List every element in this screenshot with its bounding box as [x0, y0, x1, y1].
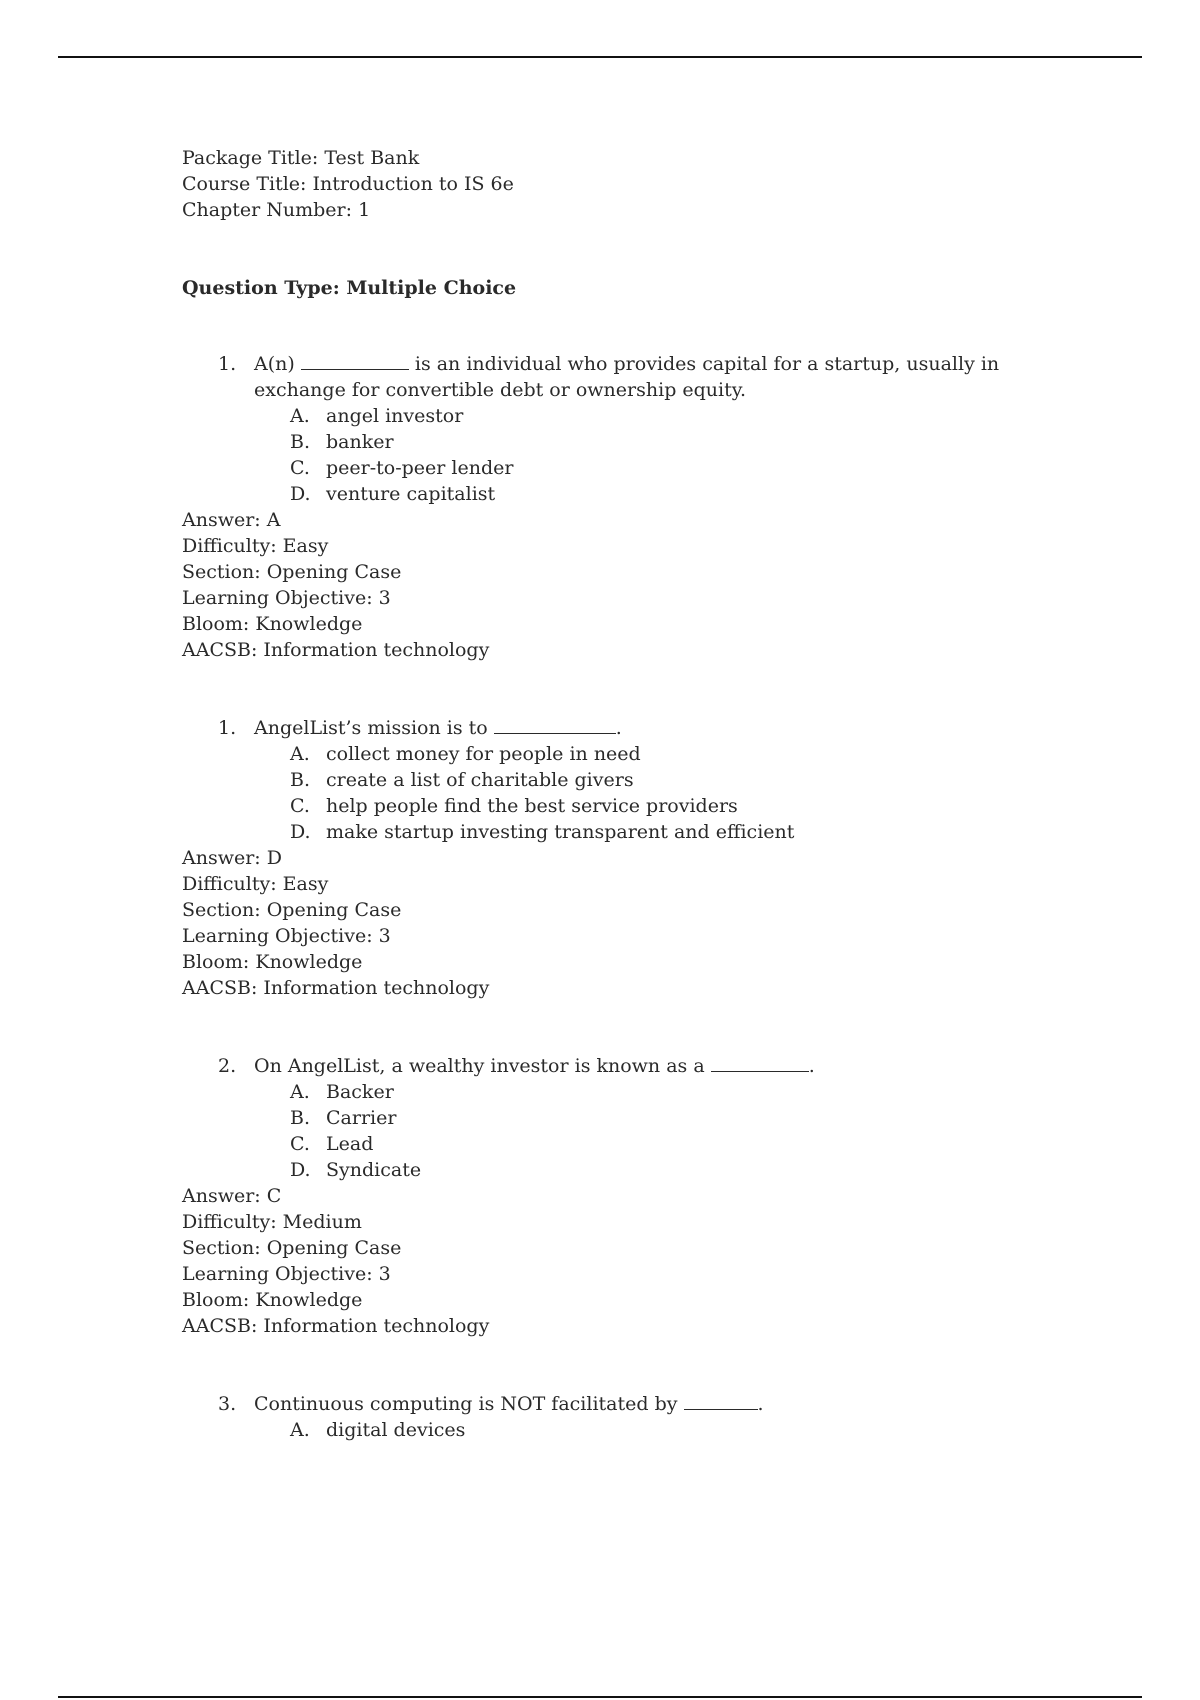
option-a: A. collect money for people in need: [290, 743, 641, 765]
option-c: C. peer-to-peer lender: [290, 457, 514, 479]
bottom-rule: [58, 1696, 1142, 1698]
question-metadata: [182, 507, 1082, 663]
learning-objective: Learning Objective: 3: [182, 925, 391, 947]
question-metadata: [182, 845, 1082, 1001]
answer-blank: [684, 1391, 758, 1410]
section: Section: Opening Case: [182, 561, 402, 583]
top-rule: [58, 56, 1142, 58]
question-4: [182, 1391, 1082, 1443]
aacsb: AACSB: Information technology: [182, 977, 490, 999]
learning-objective: Learning Objective: 3: [182, 587, 391, 609]
section: Section: Opening Case: [182, 899, 402, 921]
question-2: [182, 715, 1082, 1001]
option-a: A. digital devices: [290, 1419, 466, 1441]
learning-objective: Learning Objective: 3: [182, 1263, 391, 1285]
bloom: Bloom: Knowledge: [182, 613, 363, 635]
document-body: [182, 145, 1082, 1443]
option-b: B. create a list of charitable givers: [290, 769, 634, 791]
difficulty: Difficulty: Medium: [182, 1211, 362, 1233]
aacsb: AACSB: Information technology: [182, 639, 490, 661]
package-title: Package Title: Test Bank: [182, 147, 420, 169]
option-c: C. Lead: [290, 1133, 374, 1155]
document-header: [182, 145, 1082, 223]
question-3: [182, 1053, 1082, 1339]
option-list: [182, 741, 1082, 845]
option-a: A. Backer: [290, 1081, 394, 1103]
chapter-number: Chapter Number: 1: [182, 199, 371, 221]
option-a: A. angel investor: [290, 405, 464, 427]
aacsb: AACSB: Information technology: [182, 1315, 490, 1337]
section-heading: Question Type: Multiple Choice: [182, 277, 517, 299]
option-b: B. Carrier: [290, 1107, 397, 1129]
question-text: Continuous computing is NOT facilitated by .: [254, 1393, 764, 1415]
question-text: On AngelList, a wealthy investor is known as a .: [254, 1055, 815, 1077]
option-c: C. help people find the best service providers: [290, 795, 738, 817]
course-title: Course Title: Introduction to IS 6e: [182, 173, 514, 195]
question-text: AngelList’s mission is to .: [254, 717, 622, 739]
bloom: Bloom: Knowledge: [182, 1289, 363, 1311]
question-number: 3.: [218, 1393, 237, 1415]
question-text: A(n) is an individual who provides capital for a startup, usually in exchange for convertible debt or ownership equity.: [254, 353, 1000, 401]
option-list: [182, 403, 1082, 507]
answer: Answer: D: [182, 847, 282, 869]
answer-blank: [301, 351, 409, 370]
question-stem: [182, 351, 1082, 403]
option-list: [182, 1417, 1082, 1443]
question-stem: [182, 715, 1082, 741]
option-b: B. banker: [290, 431, 394, 453]
difficulty: Difficulty: Easy: [182, 873, 329, 895]
answer: Answer: A: [182, 509, 281, 531]
question-number: 1.: [218, 717, 237, 739]
option-d: D. Syndicate: [290, 1159, 422, 1181]
answer-blank: [494, 715, 616, 734]
bloom: Bloom: Knowledge: [182, 951, 363, 973]
question-stem: [182, 1053, 1082, 1079]
question-stem: [182, 1391, 1082, 1417]
answer-blank: [711, 1053, 809, 1072]
question-number: 2.: [218, 1055, 237, 1077]
difficulty: Difficulty: Easy: [182, 535, 329, 557]
option-list: [182, 1079, 1082, 1183]
option-d: D. make startup investing transparent and efficient: [290, 821, 795, 843]
question-number: 1.: [218, 353, 237, 375]
question-1: [182, 351, 1082, 663]
question-metadata: [182, 1183, 1082, 1339]
answer: Answer: C: [182, 1185, 282, 1207]
option-d: D. venture capitalist: [290, 483, 496, 505]
section: Section: Opening Case: [182, 1237, 402, 1259]
